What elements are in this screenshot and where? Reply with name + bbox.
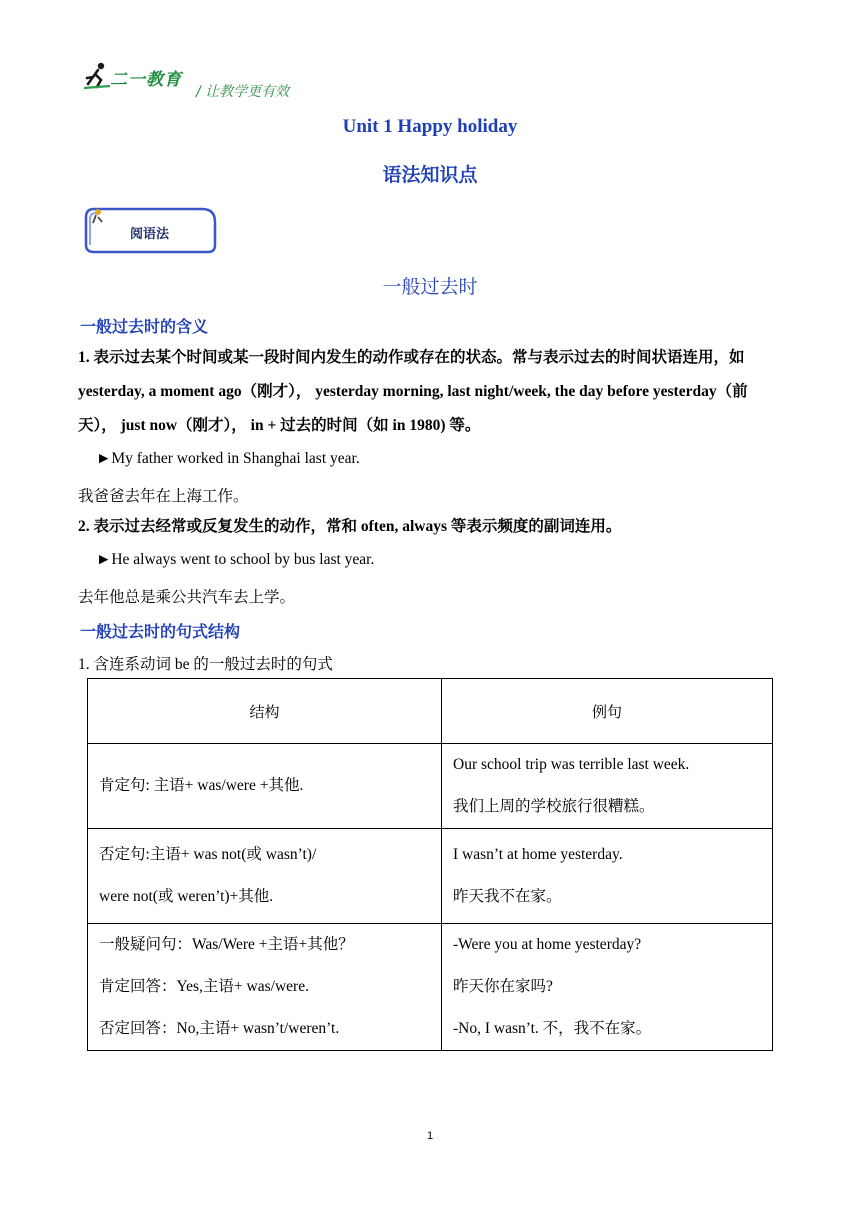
cell-line: 肯定句: 主语+ was/were +其他.: [99, 777, 304, 794]
unit-title: Unit 1 Happy holiday: [342, 116, 518, 137]
cell-line: 否定句:主语+ was not(或 wasn’t)/: [99, 846, 317, 863]
logo-text: 二一教育: [110, 70, 182, 90]
runner-icon: [84, 62, 110, 90]
slogan: / 让教学更有效: [196, 84, 290, 100]
section-badge: [82, 205, 218, 255]
page-subtitle: 语法知识点: [382, 164, 478, 186]
example-1-en: ►My father worked in Shanghai last year.: [96, 450, 360, 467]
table-cell: [442, 829, 773, 924]
table-cell: [88, 829, 442, 924]
table-cell: [88, 924, 442, 1051]
example-2-en: ►He always went to school by bus last year.: [96, 551, 375, 568]
section-title: 一般过去时: [382, 276, 478, 298]
meaning-heading: 一般过去时的含义: [80, 317, 209, 336]
table-row: [88, 744, 773, 829]
cell-line: 否定回答：No,主语+ wasn’t/weren’t.: [99, 1020, 340, 1037]
cell-line: -No, I wasn’t. 不，我不在家。: [453, 1020, 652, 1037]
example-1-zh: 我爸爸去年在上海工作。: [78, 488, 249, 505]
table-cell: [88, 744, 442, 829]
structure-heading: 一般过去时的句式结构: [80, 622, 241, 641]
meaning-point-1: 1. 表示过去某个时间或某一段时间内发生的动作或存在的状态。常与表示过去的时间状语连用，如 yesterday, a moment ago（刚才）， yesterday morning, last night/week, the day before yesterday（前天）， just now（刚才）， in + 过去的时间（如 in 1980) 等。: [78, 349, 748, 434]
cell-line: 肯定回答：Yes,主语+ was/were.: [99, 978, 309, 995]
badge-label: 阅语法: [130, 227, 170, 242]
table-row: [88, 924, 773, 1051]
cell-line: I wasn’t at home yesterday.: [453, 846, 623, 863]
cell-line: were not(或 weren’t)+其他.: [99, 888, 274, 905]
cell-line: 一般疑问句：Was/Were +主语+其他？: [99, 936, 354, 953]
brand-logo: [84, 62, 192, 90]
cell-line: 昨天我不在家。: [453, 888, 562, 905]
table-cell: [442, 924, 773, 1051]
meaning-point-2: 2. 表示过去经常或反复发生的动作，常和 often, always 等表示频度的副词连用。: [78, 518, 622, 535]
table-cell: [442, 744, 773, 829]
table-header-cell: 结构: [88, 679, 442, 744]
cell-line: -Were you at home yesterday?: [453, 936, 642, 953]
table-header-cell: 例句: [442, 679, 773, 744]
table-header-row: [88, 679, 773, 744]
table-row: [88, 829, 773, 924]
cell-line: Our school trip was terrible last week.: [453, 756, 690, 773]
cell-line: 我们上周的学校旅行很糟糕。: [453, 798, 655, 815]
structure-sub-1: 1. 含连系动词 be 的一般过去时的句式: [78, 656, 333, 673]
cell-line: 昨天你在家吗?: [453, 978, 553, 995]
example-2-zh: 去年他总是乘公共汽车去上学。: [78, 589, 296, 606]
page-number: 1: [426, 1130, 434, 1142]
be-verb-table: [87, 678, 773, 1051]
